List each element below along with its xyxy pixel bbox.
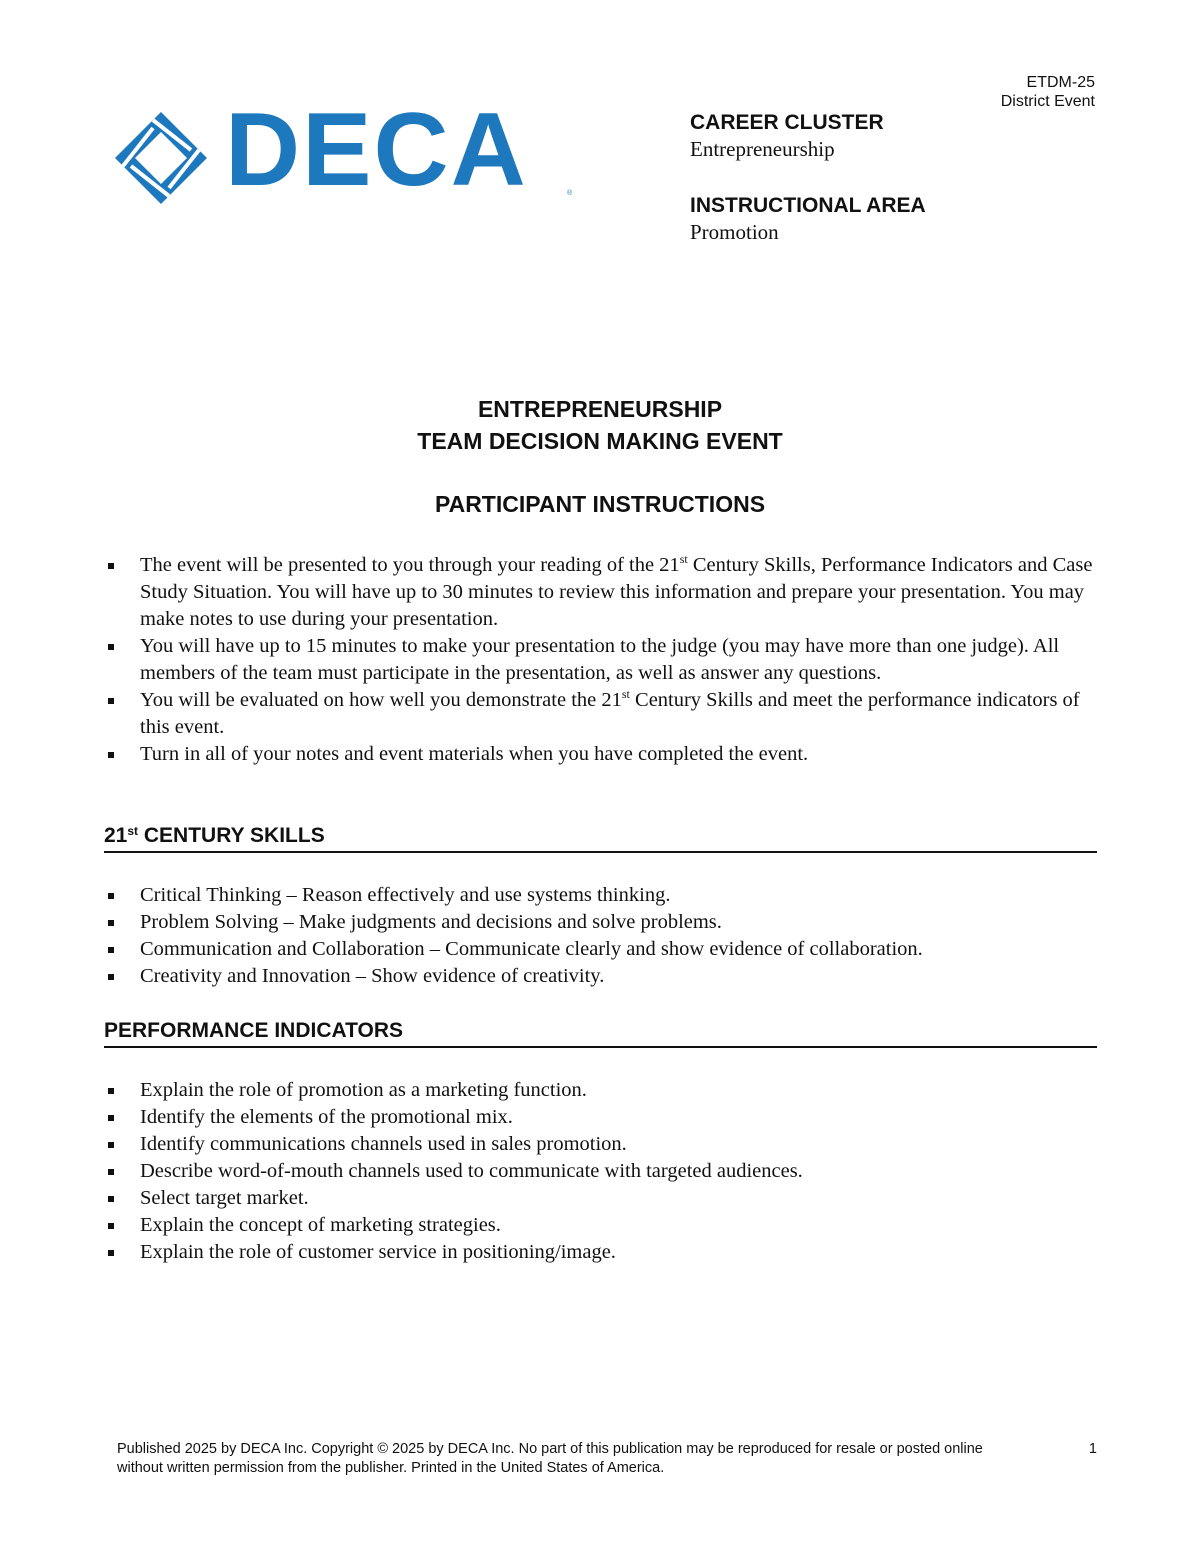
logo-wordmark: DECA (225, 92, 528, 208)
footer (117, 1440, 1097, 1478)
list-item: Identify the elements of the promotional mix. (104, 1104, 1104, 1131)
list-item: Creativity and Innovation – Show evidence of creativity. (104, 963, 1104, 990)
list-item: Explain the role of promotion as a marketing function. (104, 1077, 1104, 1104)
indicators-heading: PERFORMANCE INDICATORS (104, 1019, 1097, 1048)
list-item: Problem Solving – Make judgments and decisions and solve problems. (104, 909, 1104, 936)
list-item: Identify communications channels used in sales promotion. (104, 1131, 1104, 1158)
list-item: Select target market. (104, 1185, 1104, 1212)
instructional-area-label: INSTRUCTIONAL AREA (690, 194, 926, 217)
meta-block (690, 110, 926, 245)
list-item: Explain the role of customer service in positioning/image. (104, 1239, 1104, 1266)
event-type: District Event (1000, 93, 1095, 110)
title-line-2: TEAM DECISION MAKING EVENT (417, 428, 783, 454)
career-cluster-value: Entrepreneurship (690, 137, 835, 161)
instructional-area-value: Promotion (690, 220, 779, 244)
list-item: You will have up to 15 minutes to make your presentation to the judge (you may have more than one judge). All members of the team must participate in the presentation, as well as answer any questions. (104, 633, 1104, 687)
list-item: The event will be presented to you through your reading of the 21st Century Skills, Performance Indicators and Case Study Situation. You will have up to 30 minutes to review this information and prepare your presentation. You may make notes to use during your presentation. (104, 552, 1104, 633)
skills-list (104, 882, 1104, 990)
list-item: You will be evaluated on how well you demonstrate the 21st Century Skills and meet the performance indicators of this event. (104, 687, 1104, 741)
copyright-notice: Published 2025 by DECA Inc. Copyright © 2025 by DECA Inc. No part of this publication may be reproduced for resale or posted online without written permission from the publisher. Printed in the United States of America. (117, 1441, 983, 1476)
page-number: 1 (1088, 1441, 1097, 1457)
indicators-list (104, 1077, 1104, 1266)
instructions-list (104, 552, 1104, 768)
event-code: ETDM-25 (1026, 74, 1095, 91)
list-item: Critical Thinking – Reason effectively and use systems thinking. (104, 882, 1104, 909)
career-cluster-label: CAREER CLUSTER (690, 111, 884, 134)
list-item: Describe word-of-mouth channels used to communicate with targeted audiences. (104, 1158, 1104, 1185)
subtitle: PARTICIPANT INSTRUCTIONS (434, 491, 766, 517)
event-code-block (1001, 73, 1095, 111)
list-item: Explain the concept of marketing strategies. (104, 1212, 1104, 1239)
list-item: Communication and Collaboration – Communicate clearly and show evidence of collaboration. (104, 936, 1104, 963)
title-block (0, 393, 1200, 520)
registered-mark: ® (567, 190, 573, 197)
deca-logo (113, 92, 573, 208)
diamond-logo-icon (113, 110, 213, 206)
title-line-1: ENTREPRENEURSHIP (477, 396, 723, 422)
skills-heading: 21st CENTURY SKILLS (104, 824, 1097, 853)
list-item: Turn in all of your notes and event materials when you have completed the event. (104, 741, 1104, 768)
